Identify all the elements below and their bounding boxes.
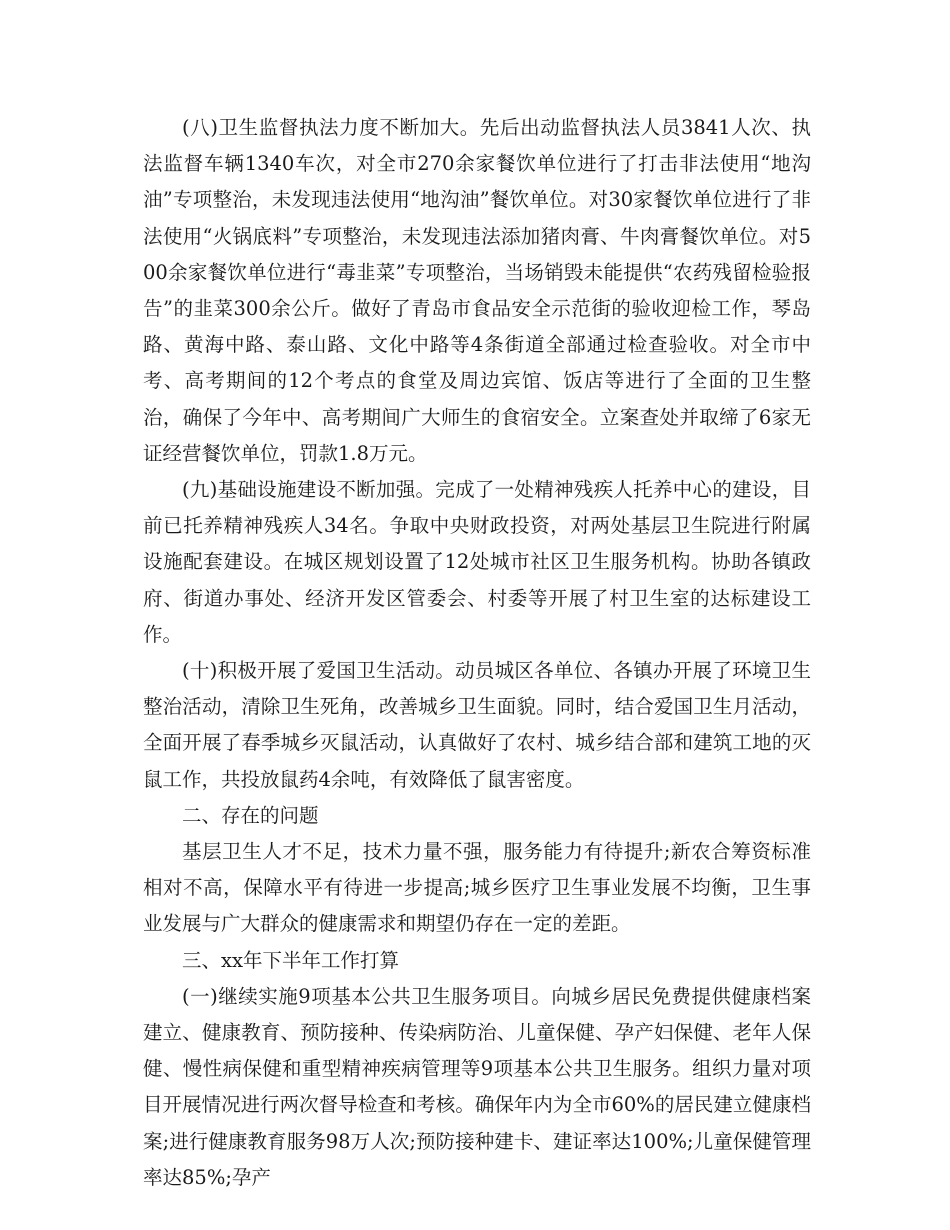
- paragraph-problems: 基层卫生人才不足，技术力量不强，服务能力有待提升;新农合筹资标准相对不高，保障水平有待进一步提高;城乡医疗卫生事业发展不均衡，卫生事业发展与广大群众的健康需求和期望仍存在一定的差距。: [143, 840, 811, 936]
- paragraph-public-health-services: (一)继续实施9项基本公共卫生服务项目。向城乡居民免费提供健康档案建立、健康教育、预防接种、传染病防治、儿童保健、孕产妇保健、老年人保健、慢性病保健和重型精神疾病管理等9项基本公共卫生服务。组织力量对项目开展情况进行两次督导检查和考核。确保年内为全市60%的居民建立健康档案;进行健康教育服务98万人次;预防接种建卡、建证率达100%;儿童保健管理率达85%;孕产: [143, 984, 811, 1189]
- section-heading-problems: 二、存在的问题: [182, 803, 319, 827]
- paragraph-supervision-enforcement: (八)卫生监督执法力度不断加大。先后出动监督执法人员3841人次、执法监督车辆1340车次，对全市270余家餐饮单位进行了打击非法使用“地沟油”专项整治，未发现违法使用“地沟油”餐饮单位。对30家餐饮单位进行了非法使用“火锅底料”专项整治，未发现违法添加猪肉膏、牛肉膏餐饮单位。对500余家餐饮单位进行“毒韭菜”专项整治，当场销毁未能提供“农药残留检验报告”的韭菜300余公斤。做好了青岛市食品安全示范街的验收迎检工作，琴岛路、黄海中路、泰山路、文化中路等4条街道全部通过检查验收。对全市中考、高考期间的12个考点的食堂及周边宾馆、饭店等进行了全面的卫生整治，确保了今年中、高考期间广大师生的食宿安全。立案查处并取缔了6家无证经营餐饮单位，罚款1.8万元。: [143, 116, 811, 465]
- paragraph-infrastructure: (九)基础设施建设不断加强。完成了一处精神残疾人托养中心的建设，目前已托养精神残疾人34名。争取中央财政投资，对两处基层卫生院进行附属设施配套建设。在城区规划设置了12处城市社区卫生服务机构。协助各镇政府、街道办事处、经济开发区管委会、村委等开展了村卫生室的达标建设工作。: [143, 478, 811, 646]
- paragraph-patriotic-health: (十)积极开展了爱国卫生活动。动员城区各单位、各镇办开展了环境卫生整治活动，清除卫生死角，改善城乡卫生面貌。同时，结合爱国卫生月活动，全面开展了春季城乡灭鼠活动，认真做好了农村、城乡结合部和建筑工地的灭鼠工作，共投放鼠药4余吨，有效降低了鼠害密度。: [143, 659, 811, 791]
- document-body: [143, 110, 811, 1196]
- section-heading-plans: 三、xx年下半年工作打算: [182, 948, 399, 972]
